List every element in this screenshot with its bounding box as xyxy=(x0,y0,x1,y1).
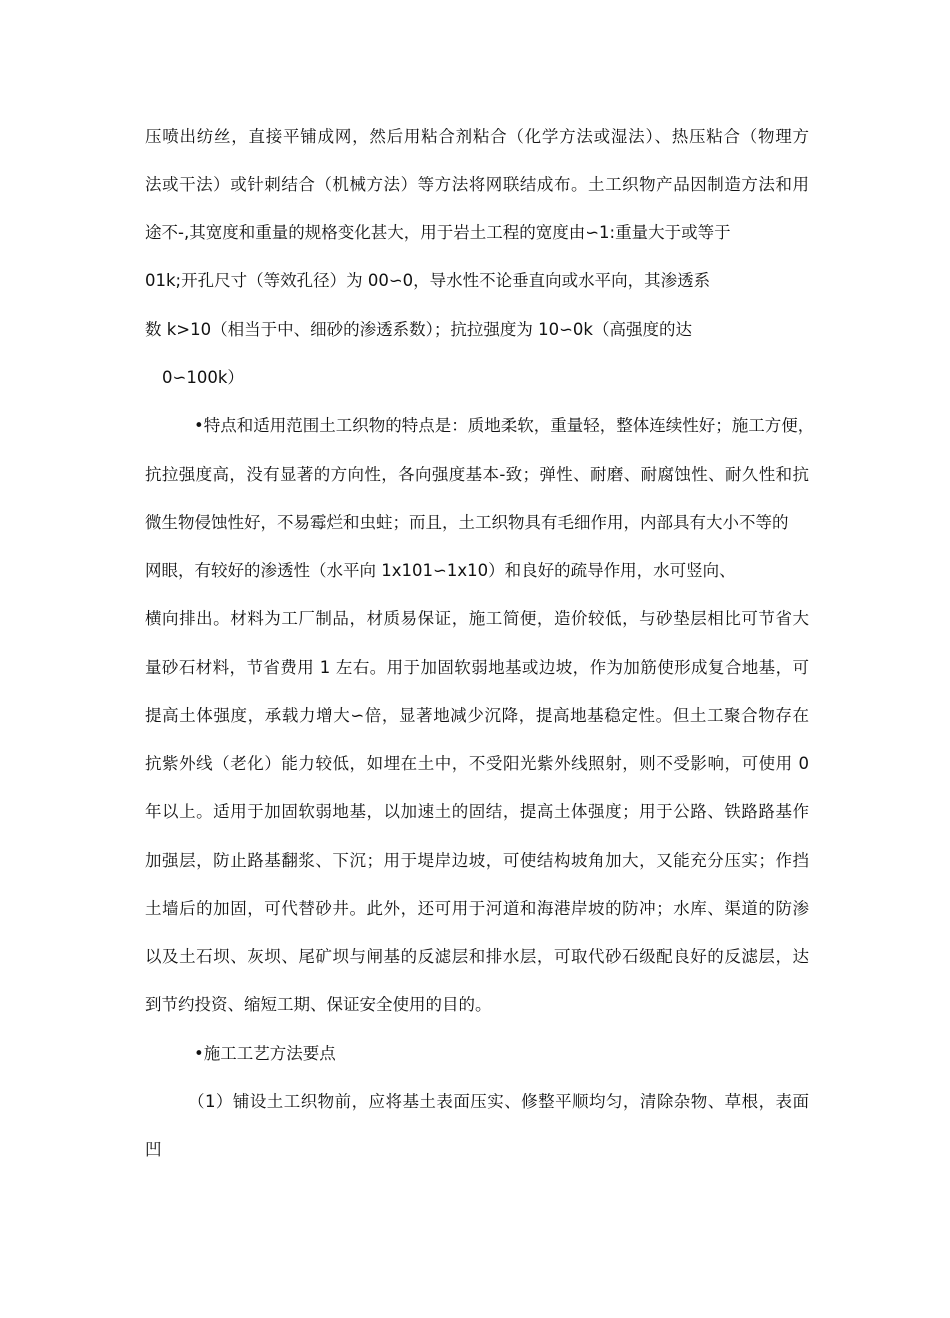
text-line: 数 k>10（相当于中、细砂的渗透系数）；抗拉强度为 10∽0k（高强度的达 xyxy=(145,320,692,339)
text-line: 凹 xyxy=(145,1140,162,1159)
text-line: 年以上。适用于加固软弱地基，以加速土的固结，提高土体强度；用于公路、铁路路基作 xyxy=(145,802,809,821)
text-line: 提高土体强度，承载力增大∽倍，显著地减少沉降，提高地基稳定性。但土工聚合物存在 xyxy=(145,706,809,725)
text-line: 压喷出纺丝，直接平铺成网，然后用粘合剂粘合（化学方法或湿法）、热压粘合（物理方 xyxy=(145,127,809,146)
text-line: 微生物侵蚀性好，不易霉烂和虫蛀；而且，土工织物具有毛细作用，内部具有大小不等的 xyxy=(145,513,789,532)
text-line: 01k;开孔尺寸（等效孔径）为 00∽0，导水性不论垂直向或水平向，其渗透系 xyxy=(145,271,711,290)
text-line: 0∽100k） xyxy=(162,368,244,387)
text-line: 加强层，防止路基翻浆、下沉；用于堤岸边坡，可使结构坡角加大，又能充分压实；作挡 xyxy=(145,851,809,870)
text-line: 土墙后的加固，可代替砂井。此外，还可用于河道和海港岸坡的防冲；水库、渠道的防渗 xyxy=(145,899,809,918)
text-line: 途不-,其宽度和重量的规格变化甚大，用于岩土工程的宽度由∽1:重量大于或等于 xyxy=(145,223,731,242)
text-line: 以及土石坝、灰坝、尾矿坝与闸基的反滤层和排水层，可取代砂石级配良好的反滤层，达 xyxy=(145,947,809,966)
text-line: 抗紫外线（老化）能力较低，如埋在土中，不受阳光紫外线照射，则不受影响，可使用 0 xyxy=(145,754,809,773)
text-line: 量砂石材料，节省费用 1 左右。用于加固软弱地基或边坡，作为加筋使形成复合地基，可 xyxy=(145,658,809,677)
paragraph-heading: •特点和适用范围土工织物的特点是：质地柔软，重量轻，整体连续性好；施工方便， xyxy=(194,416,815,435)
text-line: 法或干法）或针刺结合（机械方法）等方法将网联结成布。土工织物产品因制造方法和用 xyxy=(145,175,809,194)
text-line: 抗拉强度高，没有显著的方向性，各向强度基本-致；弹性、耐磨、耐腐蚀性、耐久性和抗 xyxy=(145,465,809,484)
text-line: （1）铺设土工织物前，应将基土表面压实、修整平顺均匀，清除杂物、草根，表面 xyxy=(188,1092,809,1111)
text-line: 网眼，有较好的渗透性（水平向 1x101∽1x10）和良好的疏导作用，水可竖向、 xyxy=(145,561,736,580)
section-heading: •施工工艺方法要点 xyxy=(194,1044,336,1063)
text-line: 横向排出。材料为工厂制品，材质易保证，施工简便，造价较低，与砂垫层相比可节省大 xyxy=(145,609,809,628)
text-line: 到节约投资、缩短工期、保证安全使用的目的。 xyxy=(145,995,492,1014)
